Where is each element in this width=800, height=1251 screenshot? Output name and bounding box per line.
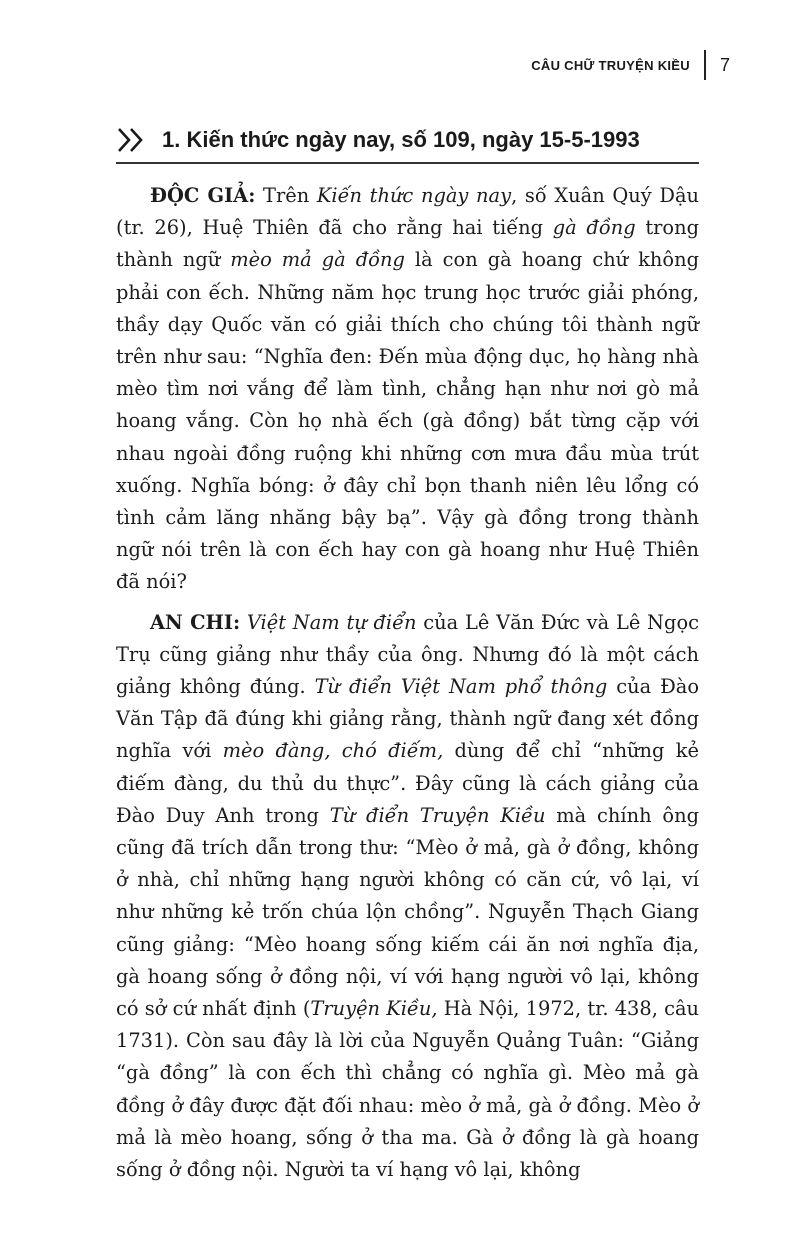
italic-run: Việt Nam tự điển	[246, 610, 417, 634]
text-run: của Lê Văn Đức và Lê Ngọc Trụ cũng giảng như thầy của ông. Nhưng đó là một cách giảng không đúng.	[116, 610, 699, 699]
running-head-divider	[704, 50, 706, 80]
page-number: 7	[719, 54, 730, 75]
italic-run: Từ điển Việt Nam phổ thông	[314, 675, 608, 699]
running-head-title: CÂU CHỮ TRUYỆN KIỀU	[531, 57, 690, 73]
section-heading	[116, 118, 699, 164]
section-title: 1. Kiến thức ngày nay, số 109, ngày 15-5-1993	[162, 127, 640, 152]
text-run: trong thành ngữ	[116, 216, 699, 272]
article-body	[116, 180, 699, 1186]
italic-run: gà đồng	[552, 216, 636, 240]
double-chevron-right-icon	[116, 125, 150, 155]
running-head	[531, 50, 730, 80]
text-run: là con gà hoang chứ không phải con ếch. Những năm học trung học trước giải phóng, thầy dạy Quốc văn có giải thích cho chúng tôi thành ngữ trên như sau: “Nghĩa đen: Đến mùa động dục, họ hàng nhà mèo tìm nơi vắng để làm tình, chẳng hạn như nơi gò mả hoang vắng. Còn họ nhà ếch (gà đồng) bắt từng cặp với nhau ngoài đồng ruộng khi những cơn mưa đầu mùa trút xuống. Nghĩa bóng: ở đây chỉ bọn thanh niên lêu lổng có tình cảm lăng nhăng bậy bạ”. Vậy gà đồng trong thành ngữ nói trên là con ếch hay con gà hoang như Huệ Thiên đã nói?	[116, 248, 699, 594]
speaker-reader: ĐỘC GIẢ:	[150, 184, 256, 207]
text-run: mà chính ông cũng đã trích dẫn trong thư: “Mèo ở mả, gà ở đồng, không ở nhà, chỉ những hạng người không có căn cứ, vô lại, ví như những kẻ trốn chúa lộn chồng”. Nguyễn Thạch Giang cũng giảng: “Mèo hoang sống kiếm cái ăn nơi nghĩa địa, gà hoang sống ở đồng nội, ví với hạng người vô lại, không có sở cứ nhất định (	[116, 803, 699, 1021]
text-run	[240, 611, 247, 634]
text-run: , số Xuân Quý Dậu (tr. 26), Huệ Thiên đã cho rằng hai tiếng	[116, 184, 699, 240]
text-run: Hà Nội, 1972, tr. 438, câu 1731). Còn sau đây là lời của Nguyễn Quảng Tuân: “Giảng “gà đồng” là con ếch thì chẳng có nghĩa gì. Mèo mả gà đồng ở đây được đặt đối nhau: mèo ở mả, gà ở đồng. Mèo ở mả là mèo hoang, sống ở tha ma. Gà ở đồng là gà hoang sống ở đồng nội. Người ta ví hạng vô lại, không	[116, 997, 700, 1182]
italic-run: mèo mả gà đồng	[230, 248, 405, 272]
italic-run: Truyện Kiều,	[310, 997, 438, 1021]
text-run: của Đào Văn Tập đã đúng khi giảng rằng, thành ngữ đang xét đồng nghĩa với	[116, 675, 699, 763]
italic-run: mèo đàng, chó điếm,	[222, 739, 444, 763]
italic-run: Từ điển Truyện Kiều	[329, 803, 546, 827]
an-chi-answer-paragraph	[116, 607, 699, 1187]
italic-run: Kiến thức ngày nay	[316, 184, 512, 207]
speaker-an-chi: AN CHI:	[150, 610, 241, 634]
text-run: Trên	[255, 184, 317, 207]
reader-question-paragraph	[116, 180, 699, 599]
text-run: dùng để chỉ “những kẻ điếm đàng, du thủ du thực”. Đây cũng là cách giảng của Đào Duy Anh trong	[116, 739, 699, 827]
